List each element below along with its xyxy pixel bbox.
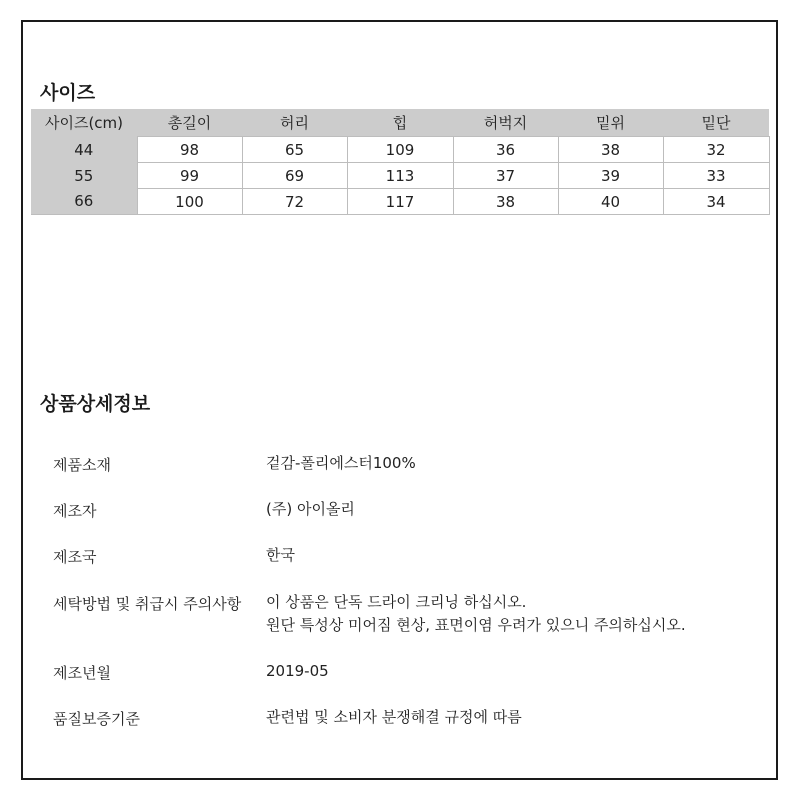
size-cell: 34 <box>663 189 769 215</box>
size-header-cell: 밑위 <box>558 109 663 137</box>
size-header-cell: 밑단 <box>663 109 769 137</box>
size-cell: 37 <box>453 163 558 189</box>
size-cell: 100 <box>137 189 242 215</box>
info-value <box>266 544 295 567</box>
info-label: 제조년월 <box>53 664 111 682</box>
size-cell: 98 <box>137 137 242 163</box>
info-value-line: 원단 특성상 미어짐 현상, 표면이염 우려가 있으니 주의하십시오. <box>266 616 686 634</box>
size-cell: 109 <box>347 137 453 163</box>
size-cell: 38 <box>453 189 558 215</box>
size-cell: 38 <box>558 137 663 163</box>
size-section-title: 사이즈 <box>40 82 96 104</box>
info-value-line: 한국 <box>266 546 295 564</box>
info-value-line: 관련법 및 소비자 분쟁해결 규정에 따름 <box>266 708 522 726</box>
info-label: 제품소재 <box>53 456 111 474</box>
size-table-header-row <box>31 109 769 137</box>
info-value <box>266 452 416 475</box>
size-cell: 36 <box>453 137 558 163</box>
size-cell: 32 <box>663 137 769 163</box>
size-row-label: 44 <box>31 137 137 163</box>
size-header-cell: 사이즈(cm) <box>31 109 137 137</box>
size-cell: 113 <box>347 163 453 189</box>
size-header-cell: 힙 <box>347 109 453 137</box>
info-value-line: 겉감-폴리에스터100% <box>266 454 416 472</box>
size-header-cell: 허리 <box>242 109 347 137</box>
size-cell: 65 <box>242 137 347 163</box>
size-cell: 69 <box>242 163 347 189</box>
size-cell: 40 <box>558 189 663 215</box>
info-value-line: 2019-05 <box>266 662 329 680</box>
size-row-label: 66 <box>31 189 137 215</box>
info-label: 제조국 <box>53 548 97 566</box>
info-label: 품질보증기준 <box>53 710 140 728</box>
info-value <box>266 706 522 729</box>
size-cell: 33 <box>663 163 769 189</box>
size-header-cell: 총길이 <box>137 109 242 137</box>
size-row-label: 55 <box>31 163 137 189</box>
info-value-line: 이 상품은 단독 드라이 크리닝 하십시오. <box>266 593 527 611</box>
info-value <box>266 498 355 521</box>
table-row <box>31 137 769 163</box>
size-cell: 99 <box>137 163 242 189</box>
size-cell: 72 <box>242 189 347 215</box>
info-value <box>266 591 686 637</box>
info-label: 세탁방법 및 취급시 주의사항 <box>53 595 242 613</box>
size-cell: 117 <box>347 189 453 215</box>
info-value-line: (주) 아이올리 <box>266 500 355 518</box>
info-label: 제조자 <box>53 502 97 520</box>
size-header-cell: 허벅지 <box>453 109 558 137</box>
table-row <box>31 163 769 189</box>
size-cell: 39 <box>558 163 663 189</box>
table-row <box>31 189 769 215</box>
detail-section-title: 상품상세정보 <box>40 393 151 415</box>
info-value <box>266 660 329 683</box>
size-table <box>31 109 770 215</box>
